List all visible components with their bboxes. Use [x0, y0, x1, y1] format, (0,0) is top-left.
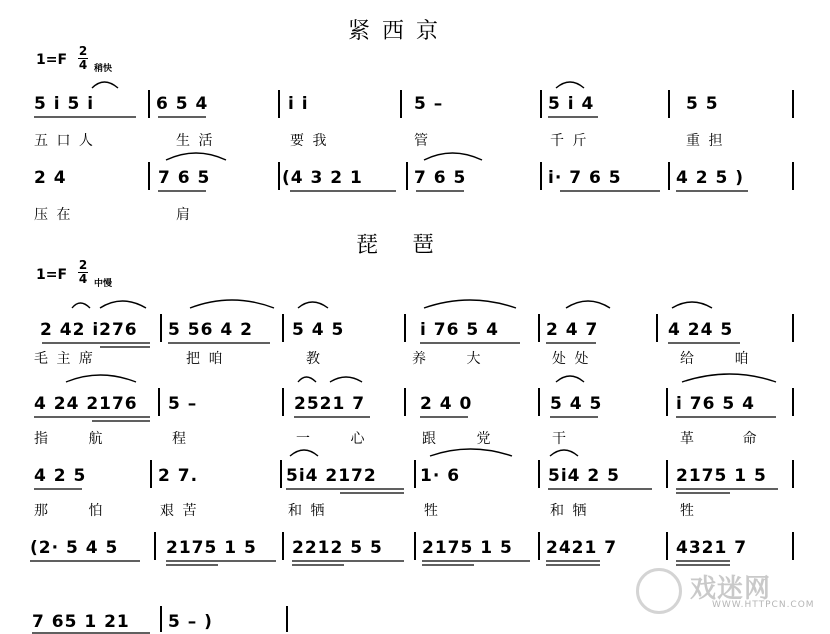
slur-mark: [430, 449, 512, 456]
slur-mark: [92, 82, 118, 88]
lyric: 干: [552, 431, 568, 447]
slur-mark: [424, 300, 516, 308]
slur-mark: [290, 450, 318, 456]
song2-title: 琵琶: [356, 233, 469, 258]
lyric: 和 牺: [288, 503, 327, 519]
measure: 5 – ): [168, 612, 213, 632]
lyric: 管: [414, 133, 430, 149]
song1-time-denominator: 4: [78, 58, 88, 72]
measure: 4 24 5: [668, 320, 734, 340]
lyric: 养 大: [412, 351, 499, 367]
lyric: 牲: [424, 503, 440, 519]
song1-key-signature: 1=F: [36, 52, 68, 68]
measure: 4 2 5 ): [676, 168, 745, 188]
lyric: 把 咱: [186, 351, 225, 367]
measure: i 76 5 4: [420, 320, 499, 340]
measure: 5i4 2 5: [548, 466, 620, 486]
measure: 4321 7: [676, 538, 748, 558]
measure: (4 3 2 1: [282, 168, 363, 188]
lyric: 那 怕: [34, 503, 121, 519]
measure: 2 4 7: [546, 320, 599, 340]
measure: 1· 6: [420, 466, 461, 486]
lyric: 五 口 人: [34, 133, 95, 149]
measure: 2 4 0: [420, 394, 473, 414]
measure: 5 i 4: [548, 94, 595, 114]
lyric: 和 牺: [550, 503, 589, 519]
measure: 5 i 5 i: [34, 94, 95, 114]
slur-mark: [330, 377, 362, 382]
slur-mark: [682, 374, 776, 382]
measure: i· 7 6 5: [548, 168, 622, 188]
slur-mark: [550, 450, 578, 456]
slur-mark: [556, 376, 584, 382]
slur-mark: [100, 301, 146, 308]
song1-tempo-marking: 稍快: [94, 64, 113, 74]
lyric: 程: [172, 431, 188, 447]
lyric: 肩: [176, 207, 192, 223]
lyric: 革 命: [680, 431, 779, 447]
song1-title: 紧西京: [348, 19, 451, 44]
lyric: 给 咱: [680, 351, 767, 367]
song2-time-denominator: 4: [78, 272, 88, 286]
measure: 5 4 5: [550, 394, 603, 414]
measure: i i: [288, 94, 309, 114]
measure: 2521 7: [294, 394, 366, 414]
slur-mark: [66, 375, 136, 382]
lyric: 处 处: [552, 351, 591, 367]
slur-mark: [166, 153, 226, 160]
lyric: 重 担: [686, 133, 725, 149]
watermark-url: WWW.HTTPCN.COM: [712, 600, 815, 610]
measure: 2175 1 5: [422, 538, 513, 558]
measure: i 76 5 4: [676, 394, 755, 414]
slur-mark: [424, 153, 482, 160]
lyric: 艰 苦: [160, 503, 199, 519]
measure: 2175 1 5: [166, 538, 257, 558]
lyric: 牲: [680, 503, 696, 519]
lyric: 指 航: [34, 431, 121, 447]
watermark-logo: [636, 568, 682, 614]
measure: 7 65 1 21: [32, 612, 130, 632]
slur-mark: [72, 303, 90, 308]
slur-mark: [190, 300, 274, 308]
watermark-text: 戏迷网: [690, 574, 772, 604]
slur-mark: [566, 301, 610, 308]
measure: 5 4 5: [292, 320, 345, 340]
slur-mark: [556, 82, 584, 88]
lyric: 千 斤: [550, 133, 589, 149]
measure: 2 42 i276: [40, 320, 138, 340]
lyric: 跟 党: [422, 431, 509, 447]
measure: 7 6 5: [414, 168, 467, 188]
lyric: 一 心: [296, 431, 383, 447]
measure: 5 5: [686, 94, 719, 114]
measure: 2421 7: [546, 538, 618, 558]
measure: 5 –: [168, 394, 198, 414]
lyric: 毛 主 席: [34, 351, 95, 367]
slur-mark: [298, 302, 328, 308]
lyric: 教: [306, 351, 322, 367]
song1-time-numerator: 2: [78, 44, 88, 58]
song2-time-numerator: 2: [78, 258, 88, 272]
slur-mark: [298, 377, 316, 382]
slur-mark: [672, 302, 712, 308]
lyric: 压 在: [34, 207, 73, 223]
song2-tempo-marking: 中慢: [94, 279, 113, 289]
measure: (2· 5 4 5: [30, 538, 119, 558]
measure: 7 6 5: [158, 168, 211, 188]
measure: 2212 5 5: [292, 538, 383, 558]
measure: 2 4: [34, 168, 67, 188]
measure: 4 2 5: [34, 466, 87, 486]
lyric: 要 我: [290, 133, 329, 149]
measure: 2 7.: [158, 466, 199, 486]
song2-key-signature: 1=F: [36, 267, 68, 283]
measure: 5 56 4 2: [168, 320, 253, 340]
lyric: 生 活: [176, 133, 215, 149]
measure: 6 5 4: [156, 94, 209, 114]
measure: 5 –: [414, 94, 444, 114]
measure: 5i4 2172: [286, 466, 377, 486]
measure: 2175 1 5: [676, 466, 767, 486]
measure: 4 24 2176: [34, 394, 138, 414]
